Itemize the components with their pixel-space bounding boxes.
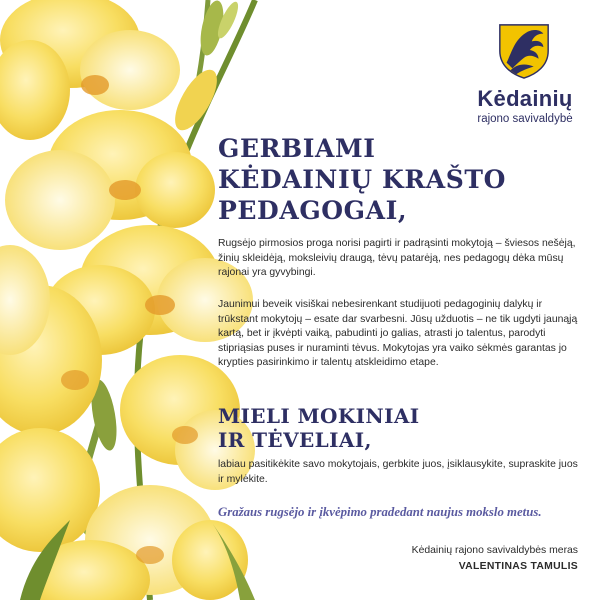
- main-headline: [218, 133, 506, 226]
- headline-line-1: GERBIAMI: [218, 134, 376, 163]
- paragraph-2: Jaunimui beveik visiškai nebesirenkant studijuoti pedagoginių dalykų ir trūkstant mokytojų – esate dar svarbesni. Jūsų užduotis – ne tik ugdyti jaunąją kartą, bet ir įkvėpti vaiką, pabudinti jo galias, atrasti jo talentus, parodyti stipriąsias puses ir nuraminti tėvus. Mokytojas yra vaiko sėkmės garantas jo krypties pasirinkimo ir talentų atskleidimo etape.: [218, 299, 578, 369]
- headline-line-3: PEDAGOGAI,: [218, 196, 408, 225]
- signature-name: VALENTINAS TAMULIS: [458, 561, 578, 572]
- signature-role: Kėdainių rajono savivaldybės meras: [411, 545, 578, 556]
- paragraph-3: labiau pasitikėkite savo mokytojais, gerbkite juos, įsiklausykite, supraskite juos ir mylėkite.: [218, 459, 578, 485]
- greeting-wish: Gražaus rugsėjo ir įkvėpimo pradedant naujus mokslo metus.: [218, 505, 542, 519]
- headline2-line-2: IR TĖVELIAI,: [218, 428, 372, 452]
- headline2-line-1: MIELI MOKINIAI: [218, 404, 420, 428]
- kedainiai-coat-of-arms-icon: [495, 22, 553, 80]
- secondary-headline: [218, 404, 420, 452]
- paragraph-1: Rugsėjo pirmosios proga norisi pagirti ir padrąsinti mokytoją – šviesos nešėją, žinių skleidėją, moksleivių draugą, tėvų patarėją, nes pedagogų dėka mūsų rajonai yra gyvybingi.: [218, 238, 576, 279]
- headline-line-2: KĖDAINIŲ KRAŠTO: [218, 165, 506, 194]
- municipality-logo-name: Kėdainių: [477, 86, 573, 111]
- municipality-logo-subtitle: rajono savivaldybė: [477, 113, 573, 125]
